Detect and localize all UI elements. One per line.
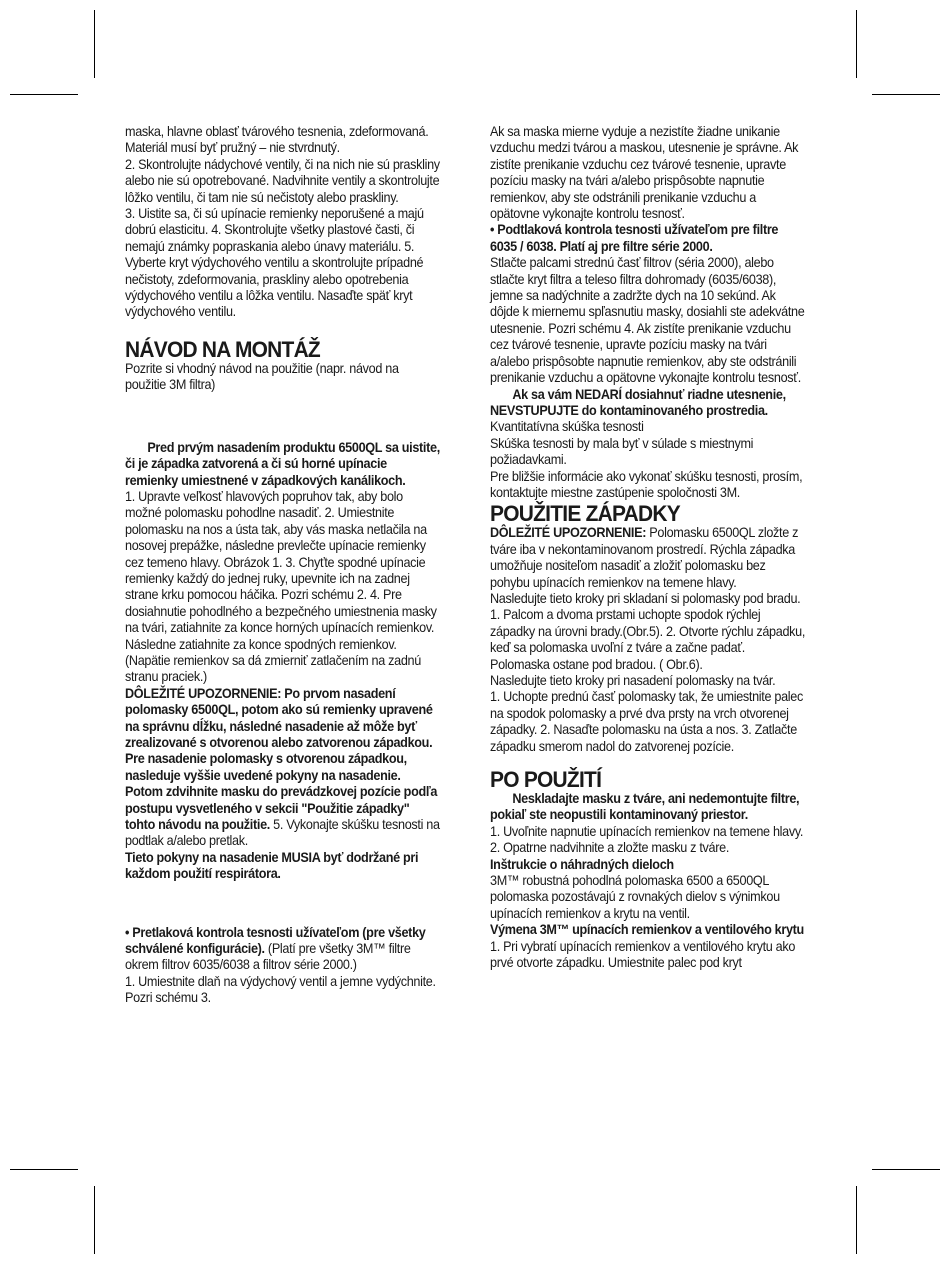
bold-heading-vymena: Výmena 3M™ upínacích remienkov a ventilového krytu <box>490 922 804 938</box>
paragraph: 1. Uvoľnite napnutie upínacích remienkov na temene hlavy. <box>490 823 804 839</box>
section-heading-navod: NÁVOD NA MONTÁŽ <box>125 336 320 362</box>
bold-warning: DÔLEŽITÉ UPOZORNENIE: <box>490 525 647 541</box>
paragraph: Nasledujte tieto kroky pri nasadení polomasky na tvár. <box>490 673 776 688</box>
paragraph: 3. Uistite sa, či sú upínacie remienky neporušené a majú dobrú elasticitu. 4. Skontrolujte všetky plastové časti, či nemajú známky popraskania alebo únavy materiálu. 5. Vyberte kryt výdychového ventilu a skontrolujte prípadné nečistoty, zdeformovania, praskliny alebo opotrebenia výdychového ventilu a lôžka ventilu. Nasaďte späť kryt výdychového ventilu. <box>125 206 424 320</box>
paragraph: 1. Uchopte prednú časť polomasky tak, že umiestnite palec na spodok polomasky a prvé dva prsty na vrch otvorenej západky. 2. Nasaďte polomasku na ústa a nos. 3. Zatlačte západku smerom nadol do zatvorenej pozície. <box>490 689 803 754</box>
bold-heading-pretlak: • Pretlaková kontrola tesnosti užívateľom (pre všetky schválené konfigurácie). <box>125 924 426 957</box>
paragraph: Kvantitatívna skúška tesnosti <box>490 419 644 435</box>
paragraph-tail: (Platí pre všetky 3M™ filtre okrem filtrov 6035/6038 a filtrov série 2000.) <box>125 941 411 973</box>
paragraph: 1. Pri vybratí upínacích remienkov a ventilového krytu ako prvé otvorte západku. Umiestnite palec pod kryt <box>490 938 796 971</box>
crop-mark <box>10 94 78 95</box>
paragraph: 3M™ robustná pohodlná polomaska 6500 a 6500QL polomaska pozostávajú z rovnakých dielov s výnimkou upínacích remienkov a krytu na ventil. <box>490 873 780 921</box>
section-heading-po-pouziti: PO POUŽITÍ <box>490 767 602 793</box>
paragraph: 1. Palcom a dvoma prstami uchopte spodok rýchlej západky na úrovni brady.(Obr.5). 2. Otvorte rýchlu západku, keď sa polomaska uvoľní z tváre a začne padať. Polomaska ostane pod bradou. ( Obr.6). <box>490 607 806 672</box>
paragraph: Nasledujte tieto kroky pri skladaní si polomasky pod bradu. <box>490 590 801 606</box>
paragraph: maska, hlavne oblasť tvárového tesnenia, zdeformovaná. Materiál musí byť pružný – nie stvrdnutý. <box>125 124 429 156</box>
paragraph: Skúška tesnosti by mala byť v súlade s miestnymi požiadavkami. <box>490 435 754 468</box>
crop-mark <box>94 10 95 78</box>
paragraph <box>490 525 806 591</box>
crop-mark <box>856 1186 857 1254</box>
crop-mark <box>94 1186 95 1254</box>
paragraph: Ak sa maska mierne vyduje a nezistíte žiadne unikanie vzduchu medzi tvárou a maskou, utesnenie je správne. Ak zistíte prenikanie vzduchu cez tvárové tesnenie, upravte pozíciu masky na tvári a/alebo prispôsobte napnutie remienkov, aby ste odstránili prenikanie vzduchu a opätovne vykonajte kontrolu tesnosť. <box>490 124 799 222</box>
bold-heading-podtlak: • Podtlaková kontrola tesnosti užívateľom pre filtre 6035 / 6038. Platí aj pre filtre série 2000. <box>490 222 779 254</box>
paragraph-tail: Polomasku 6500QL zložte z tváre iba v nekontaminovanom prostredí. Rýchla západka umožňuje nositeľom nasadiť a zložiť polomasku bez pohybu upínacích remienkov na temene hlavy. <box>490 525 799 590</box>
bold-paragraph: Ak sa vám NEDARÍ dosiahnuť riadne utesnenie, NEVSTUPUJTE do kontaminovaného prostredia. <box>490 386 786 418</box>
paragraph: Stlačte palcami strednú časť filtrov (séria 2000), alebo stlačte kryt filtra a teleso filtra dohromady (6035/6038), jemne sa nadýchnite a zadržte dych na 10 sekúnd. Ak dôjde k miernemu spľasnutiu masky, dosiahli ste adekvátne utesnenie. Pozri schému 4. Ak zistíte prenikanie vzduchu cez tvárové tesnenie, upravte pozíciu masky na tvári a/alebo prispôsobte napnutie remienkov, aby ste odstránili prenikanie vzduchu a opätovne vykonajte kontrolu tesnosť. <box>490 255 805 386</box>
crop-mark <box>872 94 940 95</box>
paragraph <box>125 925 441 974</box>
bold-heading-instrukcie: Inštrukcie o náhradných dieloch <box>490 856 674 872</box>
paragraph <box>125 686 441 850</box>
left-column <box>125 124 441 1007</box>
bold-paragraph: Neskladajte masku z tváre, ani nedemontujte filtre, pokiaľ ste neopustili kontaminovaný priestor. <box>490 791 800 823</box>
paragraph: Pre bližšie informácie ako vykonať skúšku tesnosti, prosím, kontaktujte miestne zastúpenie spoločnosti 3M. <box>490 468 803 500</box>
crop-mark <box>856 10 857 78</box>
bold-paragraph: Pred prvým nasadením produktu 6500QL sa uistite, či je západka zatvorená a či sú horné upínacie remienky umiestnené v západkových kanálikoch. <box>125 439 440 488</box>
paragraph: 1. Umiestnite dlaň na výdychový ventil a jemne vydýchnite. Pozri schému 3. <box>125 973 436 1006</box>
bold-warning: DÔLEŽITÉ UPOZORNENIE: Po prvom nasadení polomasky 6500QL, potom ako sú remienky upravené na správnu dĺžku, následné nasadenie až môže byť zrealizované s otvorenou alebo zatvorenou západkou. Pre nasadenie polomasky s otvorenou západkou, nasleduje vyššie uvedené pokyny na nasadenie. Potom zdvihnite masku do prevádzkovej pozície podľa postupu vysvetleného v sekcii "Použitie západky" tohto návodu na použitie. <box>125 685 438 833</box>
paragraph: 1. Upravte veľkosť hlavových popruhov tak, aby bolo možné polomasku pohodlne nasadiť. 2. Umiestnite polomasku na nos a ústa tak, aby vás maska netlačila na nosovej prepážke, následne prevlečte upínacie remienky cez temeno hlavy. Obrázok 1. 3. Chyťte spodné upínacie remienky každý do jednej ruky, upevnite ich na zadnej strane krku pomocou háčika. Pozri schému 2. 4. Pre dosiahnutie pohodlného a bezpečného umiestnenia masky na tvári, zatiahnite za konce horných upínacích remienkov. Následne zatiahnite za konce spodných remienkov. (Napätie remienkov sa dá zmierniť zatlačením na zadnú stranu praciek.) <box>125 488 437 685</box>
paragraph: 2. Opatrne nadvihnite a zložte masku z tváre. <box>490 840 730 856</box>
paragraph: Pozrite si vhodný návod na použitie (napr. návod na použitie 3M filtra) <box>125 360 399 393</box>
right-column <box>490 124 806 972</box>
bold-paragraph: Tieto pokyny na nasadenie MUSIA byť dodržané pri každom použití respirátora. <box>125 849 419 882</box>
crop-mark <box>872 1169 940 1170</box>
paragraph: 2. Skontrolujte nádychové ventily, či na nich nie sú praskliny alebo nie sú opotrebované. Nadvihnite ventily a skontrolujte lôžko ventilu, či tam nie sú nečistoty alebo praskliny. <box>125 156 440 205</box>
crop-mark <box>10 1169 78 1170</box>
section-heading-pouzitie: POUŽITIE ZÁPADKY <box>490 501 680 527</box>
paragraph-tail: 5. Vykonajte skúšku tesnosti na podtlak a/alebo pretlak. <box>125 817 440 849</box>
